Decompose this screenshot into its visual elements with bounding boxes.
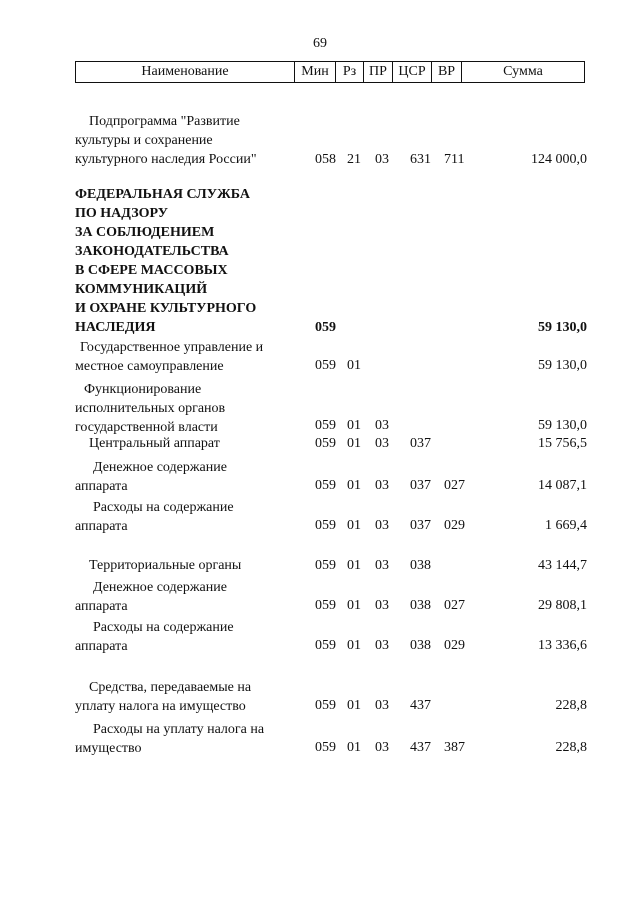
- cell-csr: 037: [410, 518, 431, 533]
- cell-rz: 01: [347, 698, 361, 713]
- cell-sum: 13 336,6: [538, 638, 587, 653]
- row-name-line: исполнительных органов: [75, 401, 226, 416]
- cell-min: 059: [315, 436, 336, 451]
- cell-pr: 03: [375, 698, 389, 713]
- row-name-line: ПО НАДЗОРУ: [75, 206, 169, 221]
- row-name-line: уплату налога на имущество: [75, 699, 246, 714]
- cell-rz: 01: [347, 478, 361, 493]
- cell-vr: 029: [444, 638, 465, 653]
- header-csr: ЦСР: [393, 62, 432, 83]
- row-name-line: аппарата: [75, 639, 128, 654]
- cell-csr: 437: [410, 740, 431, 755]
- header-sum: Сумма: [462, 62, 585, 83]
- cell-min: 059: [315, 740, 336, 755]
- cell-sum: 29 808,1: [538, 598, 587, 613]
- page-number: 69: [313, 36, 327, 51]
- cell-sum: 43 144,7: [538, 558, 587, 573]
- cell-rz: 01: [347, 358, 361, 373]
- row-name: [75, 556, 300, 575]
- row-name-line: ЗАКОНОДАТЕЛЬСТВА: [75, 244, 229, 259]
- cell-rz: 01: [347, 418, 361, 433]
- row-name-line: Денежное содержание: [93, 580, 227, 595]
- cell-min: 059: [315, 478, 336, 493]
- row-name: [75, 185, 300, 337]
- cell-sum: 59 130,0: [538, 358, 587, 373]
- row-name-line: КОММУНИКАЦИЙ: [75, 282, 208, 297]
- cell-csr: 038: [410, 638, 431, 653]
- cell-min: 059: [315, 558, 336, 573]
- row-name-line: В СФЕРЕ МАССОВЫХ: [75, 263, 228, 278]
- row-name: [75, 720, 300, 758]
- cell-sum: 15 756,5: [538, 436, 587, 451]
- cell-rz: 21: [347, 152, 361, 167]
- cell-csr: 038: [410, 598, 431, 613]
- row-name-line: Функционирование: [84, 382, 202, 397]
- header-pr: ПР: [364, 62, 393, 83]
- row-name-line: культурного наследия России": [75, 152, 257, 167]
- cell-csr: 038: [410, 558, 431, 573]
- cell-pr: 03: [375, 418, 389, 433]
- row-name-line: аппарата: [75, 479, 128, 494]
- header-vr: ВР: [432, 62, 462, 83]
- row-name-line: Подпрограмма "Развитие: [89, 114, 240, 129]
- row-name-line: Территориальные органы: [89, 558, 242, 573]
- cell-vr: 027: [444, 598, 465, 613]
- row-name-line: И ОХРАНЕ КУЛЬТУРНОГО: [75, 301, 257, 316]
- cell-vr: 027: [444, 478, 465, 493]
- cell-min: 059: [315, 418, 336, 433]
- cell-pr: 03: [375, 518, 389, 533]
- header-min: Мин: [295, 62, 336, 83]
- cell-min: 059: [315, 358, 336, 373]
- cell-pr: 03: [375, 638, 389, 653]
- row-name-line: ЗА СОБЛЮДЕНИЕМ: [75, 225, 215, 240]
- row-name-line: аппарата: [75, 519, 128, 534]
- cell-sum: 124 000,0: [531, 152, 587, 167]
- cell-csr: 437: [410, 698, 431, 713]
- cell-pr: 03: [375, 436, 389, 451]
- row-name: [75, 498, 300, 536]
- row-name-line: Средства, передаваемые на: [89, 680, 252, 695]
- cell-pr: 03: [375, 478, 389, 493]
- table-header: [75, 61, 585, 83]
- row-name: [75, 338, 300, 376]
- row-name: [75, 678, 300, 716]
- cell-rz: 01: [347, 638, 361, 653]
- cell-min: 058: [315, 152, 336, 167]
- cell-rz: 01: [347, 436, 361, 451]
- row-name: [75, 618, 300, 656]
- header-rz: Рз: [336, 62, 364, 83]
- cell-rz: 01: [347, 518, 361, 533]
- row-name: [75, 434, 300, 453]
- cell-vr: 387: [444, 740, 465, 755]
- row-name-line: культуры и сохранение: [75, 133, 213, 148]
- cell-sum: 59 130,0: [538, 418, 587, 433]
- cell-vr: 711: [444, 152, 465, 167]
- cell-csr: 037: [410, 436, 431, 451]
- cell-pr: 03: [375, 558, 389, 573]
- cell-min: 059: [315, 698, 336, 713]
- row-name-line: местное самоуправление: [75, 359, 224, 374]
- row-name-line: Центральный аппарат: [89, 436, 220, 451]
- row-name-line: аппарата: [75, 599, 128, 614]
- row-name: [75, 578, 300, 616]
- row-name-line: государственной власти: [75, 420, 218, 435]
- cell-sum: 14 087,1: [538, 478, 587, 493]
- cell-min: 059: [315, 320, 336, 335]
- cell-csr: 631: [410, 152, 431, 167]
- row-name-line: Государственное управление и: [80, 340, 264, 355]
- cell-csr: 037: [410, 478, 431, 493]
- row-name-line: Расходы на уплату налога на: [93, 722, 265, 737]
- cell-min: 059: [315, 598, 336, 613]
- header-name: Наименование: [76, 62, 295, 83]
- row-name: [75, 458, 300, 496]
- row-name-line: Расходы на содержание: [93, 500, 234, 515]
- cell-sum: 59 130,0: [538, 320, 587, 335]
- row-name-line: Расходы на содержание: [93, 620, 234, 635]
- cell-sum: 228,8: [555, 740, 587, 755]
- cell-vr: 029: [444, 518, 465, 533]
- cell-sum: 1 669,4: [545, 518, 587, 533]
- cell-pr: 03: [375, 152, 389, 167]
- cell-sum: 228,8: [555, 698, 587, 713]
- cell-min: 059: [315, 638, 336, 653]
- cell-pr: 03: [375, 598, 389, 613]
- row-name-line: имущество: [75, 741, 142, 756]
- cell-rz: 01: [347, 558, 361, 573]
- cell-rz: 01: [347, 598, 361, 613]
- cell-rz: 01: [347, 740, 361, 755]
- cell-pr: 03: [375, 740, 389, 755]
- row-name: [75, 112, 300, 169]
- cell-min: 059: [315, 518, 336, 533]
- row-name-line: НАСЛЕДИЯ: [75, 320, 156, 335]
- row-name-line: Денежное содержание: [93, 460, 227, 475]
- row-name: [75, 380, 300, 437]
- row-name-line: ФЕДЕРАЛЬНАЯ СЛУЖБА: [75, 187, 250, 202]
